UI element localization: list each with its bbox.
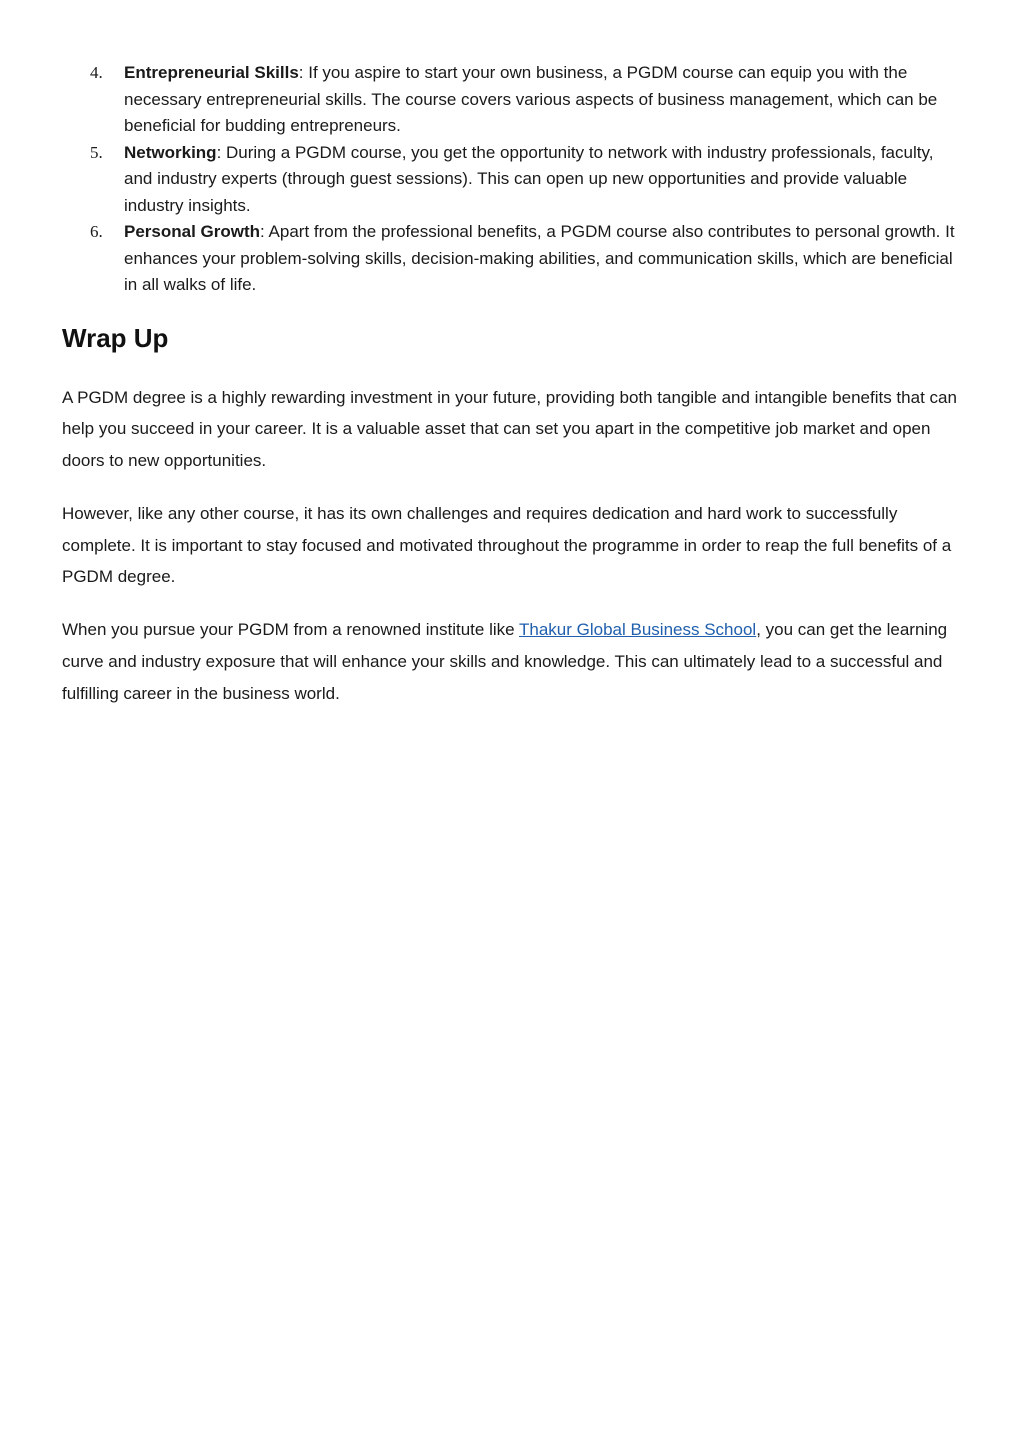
paragraph-institute [62, 614, 962, 709]
list-item-term: Entrepreneurial Skills [124, 63, 299, 82]
list-item-number: 4. [90, 63, 103, 82]
paragraph-challenges: However, like any other course, it has its own challenges and requires dedication and hard work to successfully complete. It is important to stay focused and motivated throughout the programme in order to reap the full benefits of a PGDM degree. [62, 503, 952, 587]
list-item-number: 6. [90, 222, 103, 241]
document-page [62, 60, 962, 710]
list-item [62, 60, 962, 140]
benefits-list [62, 60, 962, 299]
paragraph-text-after-link: , you can get the learning curve and industry exposure that will enhance your skills and knowledge. This can ultimately lead to a successful and fulfilling career in the business world. [62, 620, 948, 703]
institute-link[interactable]: Thakur Global Business School [519, 620, 757, 640]
list-item-number: 5. [90, 142, 103, 162]
list-item-term: Personal Growth [124, 222, 261, 241]
paragraph-text-before-link: When you pursue your PGDM from a renowned institute like [62, 620, 520, 640]
list-item-text: : Apart from the professional benefits, a PGDM course also contributes to personal growth. It enhances your problem-solving skills, decision-making abilities, and communication skills, which are beneficial in all walks of life. [124, 222, 955, 294]
list-item-text: : During a PGDM course, you get the opportunity to network with industry professionals, faculty, and industry experts (through guest sessions). This can open up new opportunities and provide valuable industry insights. [124, 142, 934, 215]
paragraph-intro: A PGDM degree is a highly rewarding investment in your future, providing both tangible and intangible benefits that can help you succeed in your career. It is a valuable asset that can set you apart in the competitive job market and open doors to new opportunities. [62, 387, 957, 471]
section-heading: Wrap Up [62, 322, 169, 353]
list-item-term: Networking [124, 142, 217, 162]
list-item [62, 140, 962, 220]
list-item-text: : If you aspire to start your own business, a PGDM course can equip you with the necessary entrepreneurial skills. The course covers various aspects of business management, which can be beneficial for budding entrepreneurs. [124, 63, 938, 135]
list-item [62, 219, 962, 299]
